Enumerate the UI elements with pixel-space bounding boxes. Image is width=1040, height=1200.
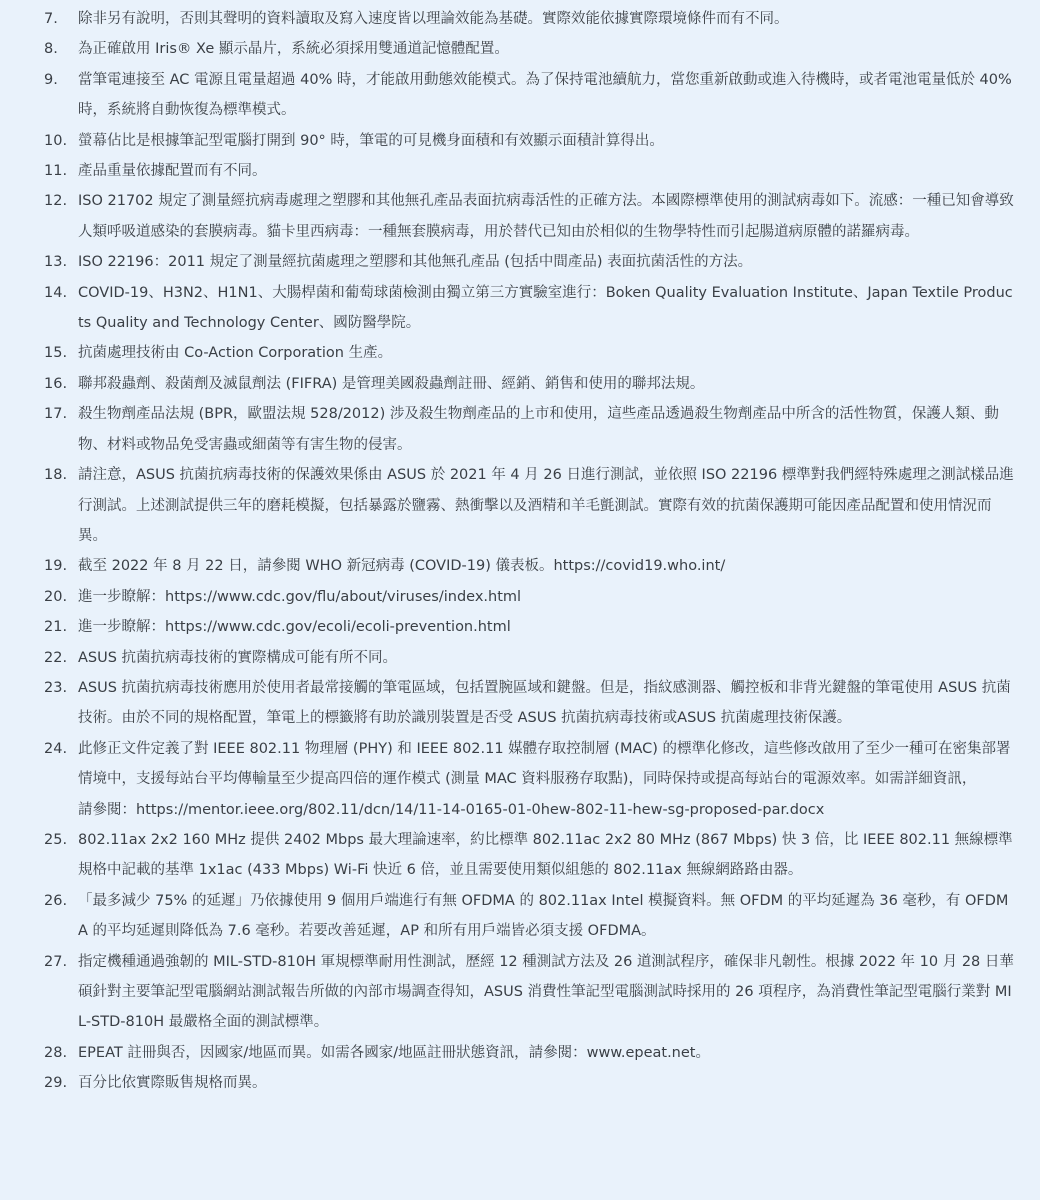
footnote-item (44, 947, 1014, 1038)
footnote-number: 13. (44, 254, 68, 271)
footnote-item (44, 4, 1014, 34)
footnote-text: 螢幕佔比是根據筆記型電腦打開到 90° 時，筆電的可見機身面積和有效顯示面積計算得出。 (78, 132, 664, 149)
footnote-item (44, 673, 1014, 734)
footnote-text: ISO 21702 規定了測量經抗病毒處理之塑膠和其他無孔產品表面抗病毒活性的正確方法。本國際標準使用的測試病毒如下。流感：一種已知會導致人類呼吸道感染的套膜病毒。貓卡里西病毒：一種無套膜病毒，用於替代已知由於相似的生物學特性而引起腸道病原體的諾羅病毒。 (78, 193, 1014, 240)
footnote-item (44, 247, 1014, 277)
footnote-text: 產品重量依據配置而有不同。 (78, 163, 267, 180)
footnote-item (44, 551, 1014, 581)
footnote-number: 14. (44, 284, 68, 301)
footnote-text: ISO 22196：2011 規定了測量經抗菌處理之塑膠和其他無孔產品 (包括中間產品) 表面抗菌活性的方法。 (78, 254, 753, 271)
footnote-text[interactable]: EPEAT 註冊與否，因國家/地區而異。如需各國家/地區註冊狀態資訊，請參閱：www.epeat.net。 (78, 1044, 710, 1061)
footnote-number: 23. (44, 679, 68, 696)
footnote-item (44, 186, 1014, 247)
footnote-item (44, 34, 1014, 64)
footnote-item (44, 1038, 1014, 1068)
footnote-item (44, 369, 1014, 399)
footnote-text: 聯邦殺蟲劑、殺菌劑及滅鼠劑法 (FIFRA) 是管理美國殺蟲劑註冊、經銷、銷售和使用的聯邦法規。 (78, 375, 705, 392)
footnote-text: ASUS 抗菌抗病毒技術應用於使用者最常接觸的筆電區域，包括置腕區域和鍵盤。但是，指紋感測器、觸控板和非背光鍵盤的筆電使用 ASUS 抗菌技術。由於不同的規格配置，筆電上的標籤將有助於識別裝置是否受 ASUS 抗菌抗病毒技術或ASUS 抗菌處理技術保護。 (78, 679, 1011, 727)
footnote-item (44, 734, 1014, 825)
footnote-item (44, 582, 1014, 612)
footnote-number: 18. (44, 467, 68, 484)
footnote-item (44, 126, 1014, 156)
footnote-number: 17. (44, 406, 68, 423)
footnote-number: 21. (44, 619, 68, 636)
footnote-item (44, 156, 1014, 186)
footnote-number: 24. (44, 740, 68, 757)
footnote-item (44, 643, 1014, 673)
footnote-number: 10. (44, 132, 68, 149)
footnote-number: 19. (44, 558, 68, 575)
footnote-number: 15. (44, 345, 68, 362)
footnote-text: 請注意，ASUS 抗菌抗病毒技術的保護效果係由 ASUS 於 2021 年 4 月 26 日進行測試，並依照 ISO 22196 標準對我們經特殊處理之測試樣品進行測試。上述測試提供三年的磨耗模擬，包括暴露於鹽霧、熱衝擊以及酒精和羊毛氈測試。實際有效的抗菌保護期可能因產品配置和使用情況而異。 (78, 467, 1014, 544)
footnote-item (44, 65, 1014, 126)
footnote-number: 7. (44, 11, 58, 27)
footnote-text: ASUS 抗菌抗病毒技術的實際構成可能有所不同。 (78, 649, 398, 666)
footnote-text: 除非另有說明，否則其聲明的資料讀取及寫入速度皆以理論效能為基礎。實際效能依據實際環境條件而有不同。 (78, 11, 789, 27)
footnote-number: 26. (44, 892, 68, 909)
footnote-item (44, 1068, 1014, 1098)
footnote-item (44, 612, 1014, 642)
footnote-item (44, 886, 1014, 947)
footnote-item (44, 399, 1014, 460)
footnote-link[interactable]: 請參閱：https://mentor.ieee.org/802.11/dcn/14/11-14-0165-01-0hew-802-11-hew-sg-proposed-par.docx (78, 801, 825, 818)
footnote-text[interactable]: 進一步瞭解：https://www.cdc.gov/flu/about/viruses/index.html (78, 588, 522, 605)
footnote-text: 殺生物劑產品法規 (BPR，歐盟法規 528/2012) 涉及殺生物劑產品的上市和使用，這些產品透過殺生物劑產品中所含的活性物質，保護人類、動物、材料或物品免受害蟲或細菌等有害生物的侵害。 (78, 406, 999, 453)
footnote-text: 「最多減少 75% 的延遲」乃依據使用 9 個用戶端進行有無 OFDMA 的 802.11ax Intel 模擬資料。無 OFDM 的平均延遲為 36 毫秒，有 OFDMA 的平均延遲則降低為 7.6 毫秒。若要改善延遲，AP 和所有用戶端皆必須支援 OFDMA。 (78, 892, 1009, 940)
footnote-number: 20. (44, 588, 68, 605)
footnote-text: 802.11ax 2x2 160 MHz 提供 2402 Mbps 最大理論速率，約比標準 802.11ac 2x2 80 MHz (867 Mbps) 快 3 倍，比 IEEE 802.11 無線標準規格中記載的基準 1x1ac (433 Mbps) Wi-Fi 快近 6 倍，並且需要使用類似組態的 802.11ax 無線網路路由器。 (78, 831, 1013, 879)
footnote-number: 8. (44, 41, 58, 58)
footnote-item (44, 460, 1014, 551)
footnote-number: 28. (44, 1044, 68, 1061)
footnote-number: 25. (44, 831, 68, 848)
footnote-number: 22. (44, 649, 68, 666)
footnote-text: 百分比依實際販售規格而異。 (78, 1075, 267, 1092)
footnote-item (44, 825, 1014, 886)
footnote-number: 16. (44, 375, 68, 392)
footnote-text[interactable]: 進一步瞭解：https://www.cdc.gov/ecoli/ecoli-prevention.html (78, 619, 511, 636)
footnote-item (44, 338, 1014, 368)
footnote-text: 此修正文件定義了對 IEEE 802.11 物理層 (PHY) 和 IEEE 802.11 媒體存取控制層 (MAC) 的標準化修改，這些修改啟用了至少一種可在密集部署情境中，支援每站台平均傳輸量至少提高四倍的運作模式 (測量 MAC 資料服務存取點)，同時保持或提高每站台的電源效率。如需詳細資訊， (78, 740, 1011, 788)
footnote-number: 12. (44, 193, 68, 210)
footnote-item (44, 278, 1014, 339)
footnote-number: 27. (44, 953, 68, 970)
footnote-text: COVID-19、H3N2、H1N1、大腸桿菌和葡萄球菌檢測由獨立第三方實驗室進行：Boken Quality Evaluation Institute、Japan Textile Products Quality and Technology Center、國防醫學院。 (78, 284, 1013, 332)
footnote-text: 指定機種通過強韌的 MIL-STD-810H 軍規標準耐用性測試，歷經 12 種測試方法及 26 道測試程序，確保非凡韌性。根據 2022 年 10 月 28 日華碩針對主要筆記型電腦網站測試報告所做的內部市場調查得知，ASUS 消費性筆記型電腦測試時採用的 26 項程序，為消費性筆記型電腦行業對 MIL-STD-810H 最嚴格全面的測試標準。 (78, 953, 1014, 1031)
footnote-text[interactable]: 截至 2022 年 8 月 22 日，請參閱 WHO 新冠病毒 (COVID-19) 儀表板。https://covid19.who.int/ (78, 558, 726, 575)
footnote-number: 9. (44, 71, 58, 88)
footnote-number: 29. (44, 1075, 68, 1092)
footnote-number: 11. (44, 163, 68, 180)
footnote-text: 為正確啟用 Iris® Xe 顯示晶片，系統必須採用雙通道記憶體配置。 (78, 41, 509, 58)
footnote-text: 當筆電連接至 AC 電源且電量超過 40% 時，才能啟用動態效能模式。為了保持電池續航力，當您重新啟動或進入待機時，或者電池電量低於 40% 時，系統將自動恢復為標準模式。 (78, 71, 1012, 119)
footnote-text: 抗菌處理技術由 Co-Action Corporation 生產。 (78, 345, 393, 362)
